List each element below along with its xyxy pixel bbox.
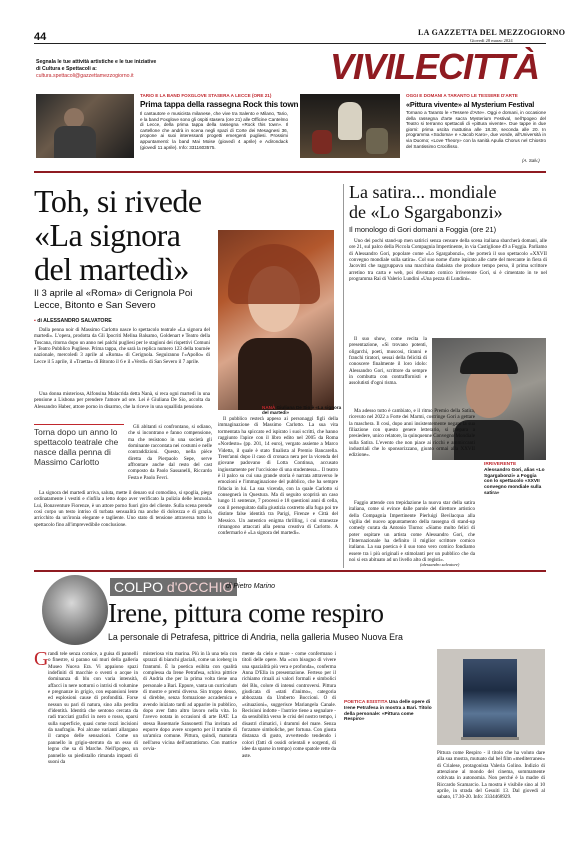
bottom-col3-text: mente da cielo e mare - come confermano i titoli delle opere. Ma «con bisogno di vivere una spazialità più vera e profonda», conferma Anna D'Ella in presentazione. Ferteso per il richiamo rituali ai valori formali e simbolici del Blu, colore di intensi controversi. Pittura giudicata di «stati d'animo», categoria abbozzata da Umberto Boccioni. O di «situazioni», suggerisce Mariangela Canale. Recisioni indotte - l'autrice tiene a segnalare - da sensibilità verso le crisi del nostro tempo, i disastri climatici, i drammi del mare. Senza forzature simboliche, per fortuna. Con giusta distanza di gusto, avvertendo tendendo i colori (fatti di ossidi orientali e sorgenti, di idee da sparse in tempo) come spatole rette da aste. — [242, 651, 336, 759]
main-headline-line-3: del martedì» — [34, 251, 189, 287]
bottom-col4 — [437, 750, 545, 820]
right-photo-caption — [484, 462, 546, 497]
right-col-full-text: Faggio attende con trepidazione la nuova star della satira italiana, come si evince dalle parole del direttore artistico della Compagnia Impertinente Pierluigi Bevilacqua alla vigilia del nuovo appuntamento della rassegna di stand-up comedy curata da Antonio Tiurno: «Siamo molto felici di poter ospitare un artista come Alessandro Gori, che l'Internazionale ha definito il miglior scrittore comico italiano. La sua poetica è il suo tono vero comico fondiamo essere tra i più originali e stimolanti per un pubblico che da noi si era abituato ad un livello alto di registi». — [349, 500, 475, 562]
right-credit: (alessandro salvatore) — [420, 562, 460, 567]
intro-line-2: di Cultura e Spettacoli a: — [36, 66, 97, 72]
right-photo-caption-text: Alessandro Gori, alias «Lo Sgargabonzi» a Foggia con lo spettacolo «XXVII convegno mondiale sulla satira» — [484, 467, 545, 496]
page-number: 44 — [34, 31, 47, 43]
right-headline — [349, 182, 549, 222]
teaser-left-kicker: TARIO E LA BAND FOXGLOVE STASERA A LECCE (ORE 21) — [140, 93, 272, 98]
main-col1-bottom-text: La signora del martedì arriva, saluta, mette il denaro sul comodino, si spoglia, piega ordinatamente i vestiti e s'infila a letto dopo aver verificato la pulizia delle lenzuola. Lui, Bonaventure Fiorenze, è un attore porno fuori giro del cliente. Sulla scena prende così corpo un testo intriso di turbata sensualità ma anche di dolcezza e di grazia, arricchito da un'ironia elegante e tagliente. Uno stato di tensione attraversa tutto lo spettacolo fino all'imprevedibile conclusione. — [34, 490, 212, 528]
right-subtitle: Il monologo di Gori domani a Foggia (ore 21) — [349, 225, 497, 234]
intro-line-1: Segnala le tue attività artistiche e le tue iniziative — [36, 59, 157, 65]
bottom-col2 — [143, 651, 237, 819]
bottom-col3 — [242, 651, 336, 819]
masthead: LA GAZZETTA DEL MEZZOGIORNO — [418, 28, 566, 37]
right-headline-line-2: de «Lo Sgargabonzi» — [349, 202, 503, 222]
main-pullquote: Torna dopo un anno lo spettacolo teatrale che nasce dalla penna di Massimo Carlotto — [34, 424, 124, 467]
right-photo-caption-label: IRRIVERENTE — [484, 462, 517, 467]
author-avatar — [42, 575, 108, 645]
main-headline-line-1: Toh, si rivede — [34, 183, 202, 219]
main-photo-caption-text: Giuliana De Sio è «La signora del martedì» — [262, 405, 342, 415]
painting-caption-text: Una delle opere di Irene Petrafesa in mostra a Bari. Titolo della personale: «Pittura come Respiro» — [344, 700, 432, 723]
bottom-col1 — [48, 651, 138, 819]
bottom-drop-cap: G — [34, 648, 49, 670]
main-headline-line-2: «La signora — [34, 217, 181, 253]
bottom-headline: Irene, pittura come respiro — [108, 598, 384, 628]
column-tag — [110, 578, 237, 596]
bottom-author: di Pietro Marino — [226, 583, 276, 590]
main-col1-top-text: Dalla penna noir di Massimo Carlotto nasce lo spettacolo teatrale «La signora del martedì». L'opera, prodotta da Gli Ipocriti Melina Balsamo, Goldenart e Teatro della Toscana, ritorna dopo un anno nei palchi pugliesi per le stagioni dei rispettivi Comuni e Teatro Pubblico Pugliese. Prima tappa, che sarà la replica numero 123 della tournée nazionale, mercoledì 3 aprile al «Roma» di Cerignola. Seguiranno l'«Apollo» di Lecce il 5 aprile, il «Traetta» di Bitonto il 6 e il «Verdi» di San Severo il 7 aprile. — [34, 327, 210, 365]
main-photo-caption-label: NANÀ — [262, 405, 276, 410]
teaser-left-text: Il cantautore e musicista milanese, che vive tra Salento e Milano, Tario, e la band Foxglove sono gli ospiti stasera (ore 21) alle Officine Cantelmo di Lecce, della prima tappa della rassegna «Rock this town». Il cartellone che andrà in scena negli spazi di Corte dei Mesagnesi 36, propone ai suoi interessanti progetti emergenti pugliesi. Prossimi appuntamenti: la band Mai Moise (giovedì 4 aprile) e Adirondack (giovedì 11 aprile). Info: 3311603575. — [140, 111, 288, 150]
bottom-col2-text: misteriosa vita marina. Più in là una tela con sprazzi di bianchi glaciali, come un iceberg in frantumi. È la poetica esibita con qualità complessa da Irene Petrafesa, schiva pittrice di Andria che per la prima volta tiene una personale a Bari. Eppure, vanta un curriculum di mostre e premi diverso. Sin troppo denso, si direbbe, senza formazione accademica e avendo iniziato tardi ad apparire in pubblico, dopo aver fatto altro lavoro nella vita. Io l'avevo notata in occasioni di arte BAT. La stessa Rosemarie Sansonetti l'ha invitata ad esporre dopo avere scoperto per il tramite di un'amica comune. Pittura, quindi, maturata nell'area vicina dell'astrattismo. Con matrice ovvia- — [143, 651, 237, 753]
main-col1-right-text: Gli abitanti si confrontano, si odiano, che si incontrano e fanno compensione, ma che resistono in una società gli dominante raccontata nei costumi e nelle contraddizioni. Questo, nella pièce diretta da Pierpaolo Sepe, serve affrontare anche dal resto del cast composto da Paolo Sassanelli, Riccardo Festa e Paolo Fevri. — [128, 424, 212, 481]
section-title: VIVILECITTÀ — [330, 46, 540, 87]
main-col1-bottom — [34, 490, 212, 566]
bottom-subtitle: La personale di Petrafesa, pittrice di Andria, nella galleria Museo Nuova Era — [108, 632, 403, 642]
bottom-col1-text: randi tele senza cornice, a guisa di pannelli o finestre, si parano sui muri della galleria Museo Nuova Era. Vi appaiono spazi indefiniti di macchie o sventi o acque in dominanza di blu con varia intensità, affacci in nere notturni o intrisi di volumine e pregnanze in grigio, con espansioni lente ed esplosioni cause di profondità. Forse nessun su pari di natura, sino alla perdita d'identità. Identità che sentono cercata da radi tracciati grafici in nero o rosso, sparsi sulla superficie, quasi come rozzi incisioni da naufragio. Poi alcune varianti allargano il campo delle sensazioni. Come un pannello in grigio-sterrato da un esso di legno che sa di Marche. Nell'ipogeo, un pannello su piedistallo rimanda impasti di suoni da — [48, 651, 138, 765]
painting-caption — [344, 700, 432, 723]
right-col-left2 — [349, 408, 475, 498]
column-tag-colpo: COLPO — [114, 579, 164, 595]
right-col-full — [349, 500, 475, 562]
painting-caption-label: POETICA ESISTITA — [344, 700, 388, 705]
right-col-top-text: Uno dei pochi stand-up men satirici senza censure della scena italiana sbarcherà domani, alle ore 21, sul palco della Piccola Compagnia Impertinente, in via Castiglione 49 a Foggia. Parliamo di Alessandro Gori, popolare come «Lo Sgargabonzi», che porterà il suo spettacolo «XXVII convegno mondiale sulla satira». Col suo nome d'arte ispirato alle carte del mercante in fiera di Jacovitti che raggruppava una macchina dadaista che produce tempo perso, il prima scrittore arretino tra carta e web, poi diventato comico irriverente Gori, si è cimentato in te nel programma Rai di Valerio Lundini «Una pezza di Lundini». — [349, 238, 547, 283]
painting-photo — [437, 649, 545, 745]
main-byline-text: di ALESSANDRO SALVATORE — [37, 318, 112, 324]
main-byline: ▪ di ALESSANDRO SALVATORE — [34, 318, 112, 324]
teaser-right-photo — [300, 94, 400, 158]
main-col1-right — [128, 424, 212, 488]
right-col-top — [349, 238, 547, 336]
teaser-right-title: «Pittura vivente» al Mysterium Festival — [406, 100, 535, 109]
teaser-left-title: Prima tappa della rassegna Rock this town — [140, 100, 299, 109]
main-col2 — [218, 416, 338, 566]
bottom-col4-text: Pittura come Respiro - il titolo che ha voluto dare alla sua mostra, mutuato dal bel film «mediterraneo» di Crialese, protagonista Valeria Golino. Indizio di attenzione al mondo del cinema, sommamente coltivata in autonomia. Non perché è la madre di Riccardo Scamarcio. La mostra è visibile sino al 10 aprile, in strada del Gesuiti 13. Dal giovedì al sabato, 17.30-20. Info: 3334468929. — [437, 750, 545, 801]
right-col-left — [349, 336, 427, 408]
main-col1-mid — [34, 391, 210, 423]
issue-date: Giovedì 28 marzo 2024 — [470, 38, 513, 43]
right-col-left-text: Il suo show, come recita la presentazione, «Si trovano potenti, oligarchi, poeti, muscosi, tiranni e franchi tiratori, sessai della felicità di conoscere finalmente il loro idolo: Alessandro Gori, scrittore da sempre in combutta con contraffornisti e assolutisti d'ogni risma. — [349, 336, 427, 387]
teaser-right-credit: (A. Salv.) — [522, 158, 540, 163]
teaser-right-text: Tornano a Taranto le «Tessere d'Arte». Oggi e domani, in occasione della rassegna d'arte sacra Mysterium Festival, nell'Ipogeo del Teatro si terranno spettacoli di «pittura vivente». Due tappe in due giorni: prima uscita mattutina alle 18.30, seconda alle 20. In programma «Sodoma» e «Jacob Karo», due vonde, all'Università in via Duomo; «Love Theory» con la sanità Apulia Chorus nel Chiostro del Santissimo Crocifisso. — [406, 110, 546, 149]
main-subtitle: Il 3 aprile al «Roma» di Cerignola Poi Lecce, Bitonto e San Severo — [34, 288, 193, 311]
right-headline-line-1: La satira... mondiale — [349, 182, 497, 202]
main-col1-mid-text: Una donna misteriosa, Alfonsina Malacrida detta Nanà, si reca ogni martedì in una pensione a Lisbona per prendere l'amore ad ore. Lei è Giuliana De Sio, accolta da Alessandro Haber, attore porno in disarmo, che la riceve in una squallida pensione. — [34, 391, 210, 410]
main-photo — [218, 230, 334, 410]
main-photo-caption — [262, 405, 342, 415]
intro-email[interactable]: cultura.spettacoli@gazzettamezzogiorno.it — [36, 73, 134, 79]
main-col2-text: Il pubblico resterà appeso ai personaggi figli della immaginazione di Massimo Carlotto. La sua vita tormentata ha spiccato ed ispirato i suoi scritti, che hanno raggiunto l'apice con il libro edito nel 2005 da Roma «Nordesto» (pp. 201, 14 euro), vergato assieme a Marco Videtta, il quale è stato finalista al Premio Bancarella. Trent'anni dopo il caso di cronaca nera per la vicenda del giovane padovano di Lotta Continua, accusato ingiustamente per l'uccisione di una studentessa... Il teatro è il palco su cui una grande storia è narrata attraverso le emozioni e l'immaginazione del pubblico, che ha sempre fiducia in lui. La sua vicenda, con la quale Carlotto si consegnerà in Questura. Ma di seguito scoprirà un caso lungo 11 sentenze, 7 processi e 18 questioni anni di cella, con il perseguitato dalla giustizia costretto alla fuga poi tre distinte false identità tra Parigi, Firenze e Città del Messico. Un autentico enigma thrilling, i cui stranezze rimangono attaccati alla penna creativa di Carlotto. A confermarlo è «La signora del martedì». — [218, 416, 338, 537]
right-col-left2-text: Ma adesso tutto è cambiato, e il ritmo Premio della Satira, ricevuto nel 2022 a Forte dei Marmi, costringe Gori a gettare la maschera. Il così, dopo anni insistentemente negato la sua filiazione con questo genere letterario, si prepara a presiedere, unico relatore, la quinquenne Convegno Mondiale sulla Satira. L'evento che non piace ai ricchi e ammiccanti industriali che lo sponsorizzano, giunto ormai alla XXVII edizione». — [349, 408, 475, 459]
teaser-left-photo — [36, 94, 134, 158]
section-intro — [36, 59, 156, 80]
teaser-right-kicker: OGGI E DOMANI A TARANTO LE TESSERE D'ARTE — [406, 93, 518, 98]
main-col1-top — [34, 327, 210, 391]
column-tag-docchio: d'OCCHIO — [166, 579, 234, 595]
